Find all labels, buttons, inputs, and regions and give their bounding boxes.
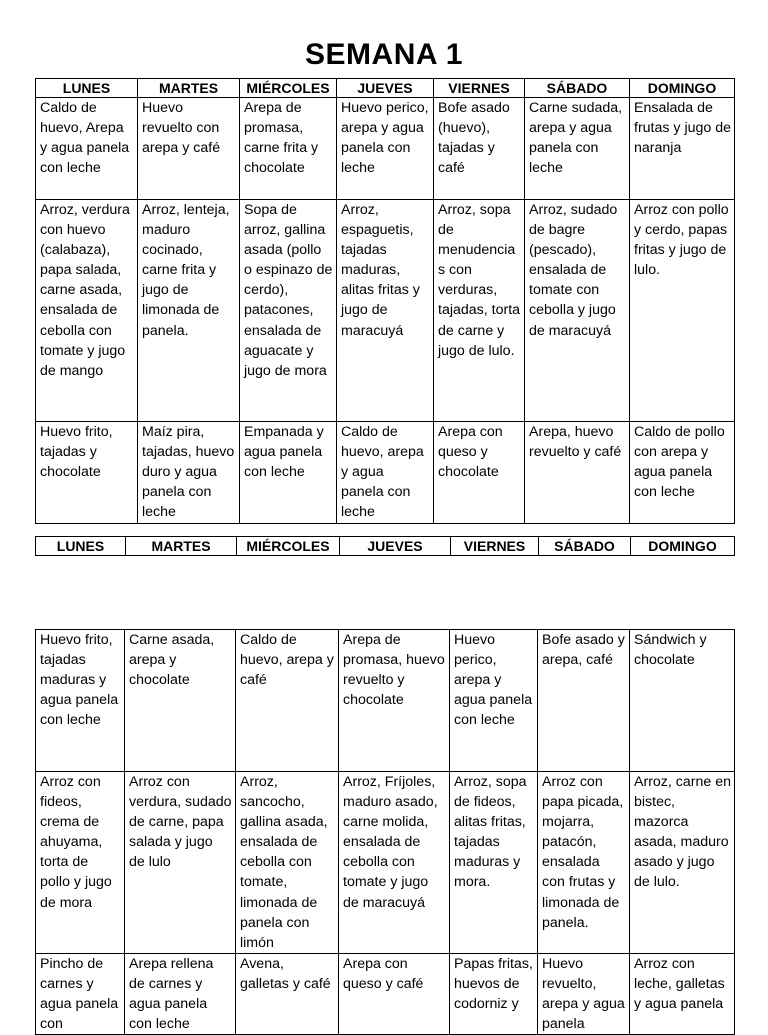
day-header-sabado: SÁBADO [525,79,630,98]
day-header-martes: MARTES [126,537,237,556]
meal-cell: Huevo perico, arepa y agua panela con leche [450,630,538,772]
meal-cell: Caldo de huevo, Arepa y agua panela con leche [36,98,138,200]
day-header-jueves: JUEVES [337,79,434,98]
meal-cell: Arroz, espaguetis, tajadas maduras, alitas fritas y jugo de maracuyá [337,200,434,422]
meal-cell: Arroz, Fríjoles, maduro asado, carne molida, ensalada de cebolla con tomate y jugo de maracuyá [339,772,450,954]
meal-cell: Arroz con leche, galletas y agua panela [630,954,735,1035]
meal-cell: Caldo de huevo, arepa y agua panela con leche [337,422,434,524]
meal-cell: Arroz con papa picada, mojarra, patacón, ensalada con frutas y limonada de panela. [538,772,630,954]
page-title: SEMANA 1 [305,38,463,71]
meal-cell: Papas fritas, huevos de codorniz y [450,954,538,1035]
meal-cell: Huevo revuelto, arepa y agua panela [538,954,630,1035]
meal-cell: Arroz, sopa de fideos, alitas fritas, tajadas maduras y mora. [450,772,538,954]
meal-cell: Huevo frito, tajadas y chocolate [36,422,138,524]
day-header-lunes: LUNES [36,79,138,98]
meal-cell: Huevo perico, arepa y agua panela con leche [337,98,434,200]
week2-dinner-row [36,954,735,1035]
meal-cell: Arepa con queso y café [339,954,450,1035]
day-header-jueves: JUEVES [340,537,451,556]
week1-dinner-row [36,422,735,524]
meal-cell: Arroz, lenteja, maduro cocinado, carne frita y jugo de limonada de panela. [138,200,240,422]
meal-cell: Avena, galletas y café [236,954,339,1035]
meal-cell: Arroz con pollo y cerdo, papas fritas y jugo de lulo. [630,200,735,422]
day-header-viernes: VIERNES [434,79,525,98]
day-header-viernes: VIERNES [451,537,539,556]
meal-cell: Arroz, sancocho, gallina asada, ensalada de cebolla con tomate, limonada de panela con limón [236,772,339,954]
day-header-sabado: SÁBADO [539,537,631,556]
meal-cell: Arroz con fideos, crema de ahuyama, torta de pollo y jugo de mora [36,772,125,954]
day-header-martes: MARTES [138,79,240,98]
day-header-domingo: DOMINGO [630,79,735,98]
week2-header-table [35,536,735,556]
meal-cell: Sopa de arroz, gallina asada (pollo o espinazo de cerdo), patacones, ensalada de aguacate y jugo de mora [240,200,337,422]
week1-breakfast-row [36,98,735,200]
meal-cell: Carne sudada, arepa y agua panela con leche [525,98,630,200]
week2-lunch-row [36,772,735,954]
week1-lunch-row [36,200,735,422]
meal-cell: Caldo de pollo con arepa y agua panela con leche [630,422,735,524]
day-header-lunes: LUNES [36,537,126,556]
meal-cell: Bofe asado y arepa, café [538,630,630,772]
meal-cell: Arepa, huevo revuelto y café [525,422,630,524]
meal-cell: Pincho de carnes y agua panela con [36,954,125,1035]
meal-cell: Arroz, sudado de bagre (pescado), ensalada de tomate con cebolla y jugo de maracuyá [525,200,630,422]
meal-cell: Maíz pira, tajadas, huevo duro y agua panela con leche [138,422,240,524]
meal-cell: Empanada y agua panela con leche [240,422,337,524]
meal-cell: Arroz, sopa de menudencias con verduras, tajadas, torta de carne y jugo de lulo. [434,200,525,422]
week2-header-row [36,537,735,556]
meal-cell: Huevo revuelto con arepa y café [138,98,240,200]
meal-cell: Arroz, carne en bistec, mazorca asada, maduro asado y jugo de lulo. [630,772,735,954]
meal-cell: Ensalada de frutas y jugo de naranja [630,98,735,200]
meal-cell: Huevo frito, tajadas maduras y agua panela con leche [36,630,125,772]
meal-cell: Caldo de huevo, arepa y café [236,630,339,772]
meal-cell: Arepa rellena de carnes y agua panela con leche [125,954,236,1035]
week2-table [35,629,735,1035]
meal-cell: Arepa de promasa, carne frita y chocolate [240,98,337,200]
meal-cell: Arroz con verdura, sudado de carne, papa salada y jugo de lulo [125,772,236,954]
meal-cell: Arepa con queso y chocolate [434,422,525,524]
meal-cell: Arepa de promasa, huevo revuelto y chocolate [339,630,450,772]
day-header-domingo: DOMINGO [631,537,735,556]
week2-breakfast-row [36,630,735,772]
day-header-miercoles: MIÉRCOLES [237,537,340,556]
week1-header-row [36,79,735,98]
week1-table [35,78,735,524]
day-header-miercoles: MIÉRCOLES [240,79,337,98]
meal-cell: Carne asada, arepa y chocolate [125,630,236,772]
meal-cell: Arroz, verdura con huevo (calabaza), papa salada, carne asada, ensalada de cebolla con tomate y jugo de mango [36,200,138,422]
meal-cell: Bofe asado (huevo), tajadas y café [434,98,525,200]
meal-cell: Sándwich y chocolate [630,630,735,772]
